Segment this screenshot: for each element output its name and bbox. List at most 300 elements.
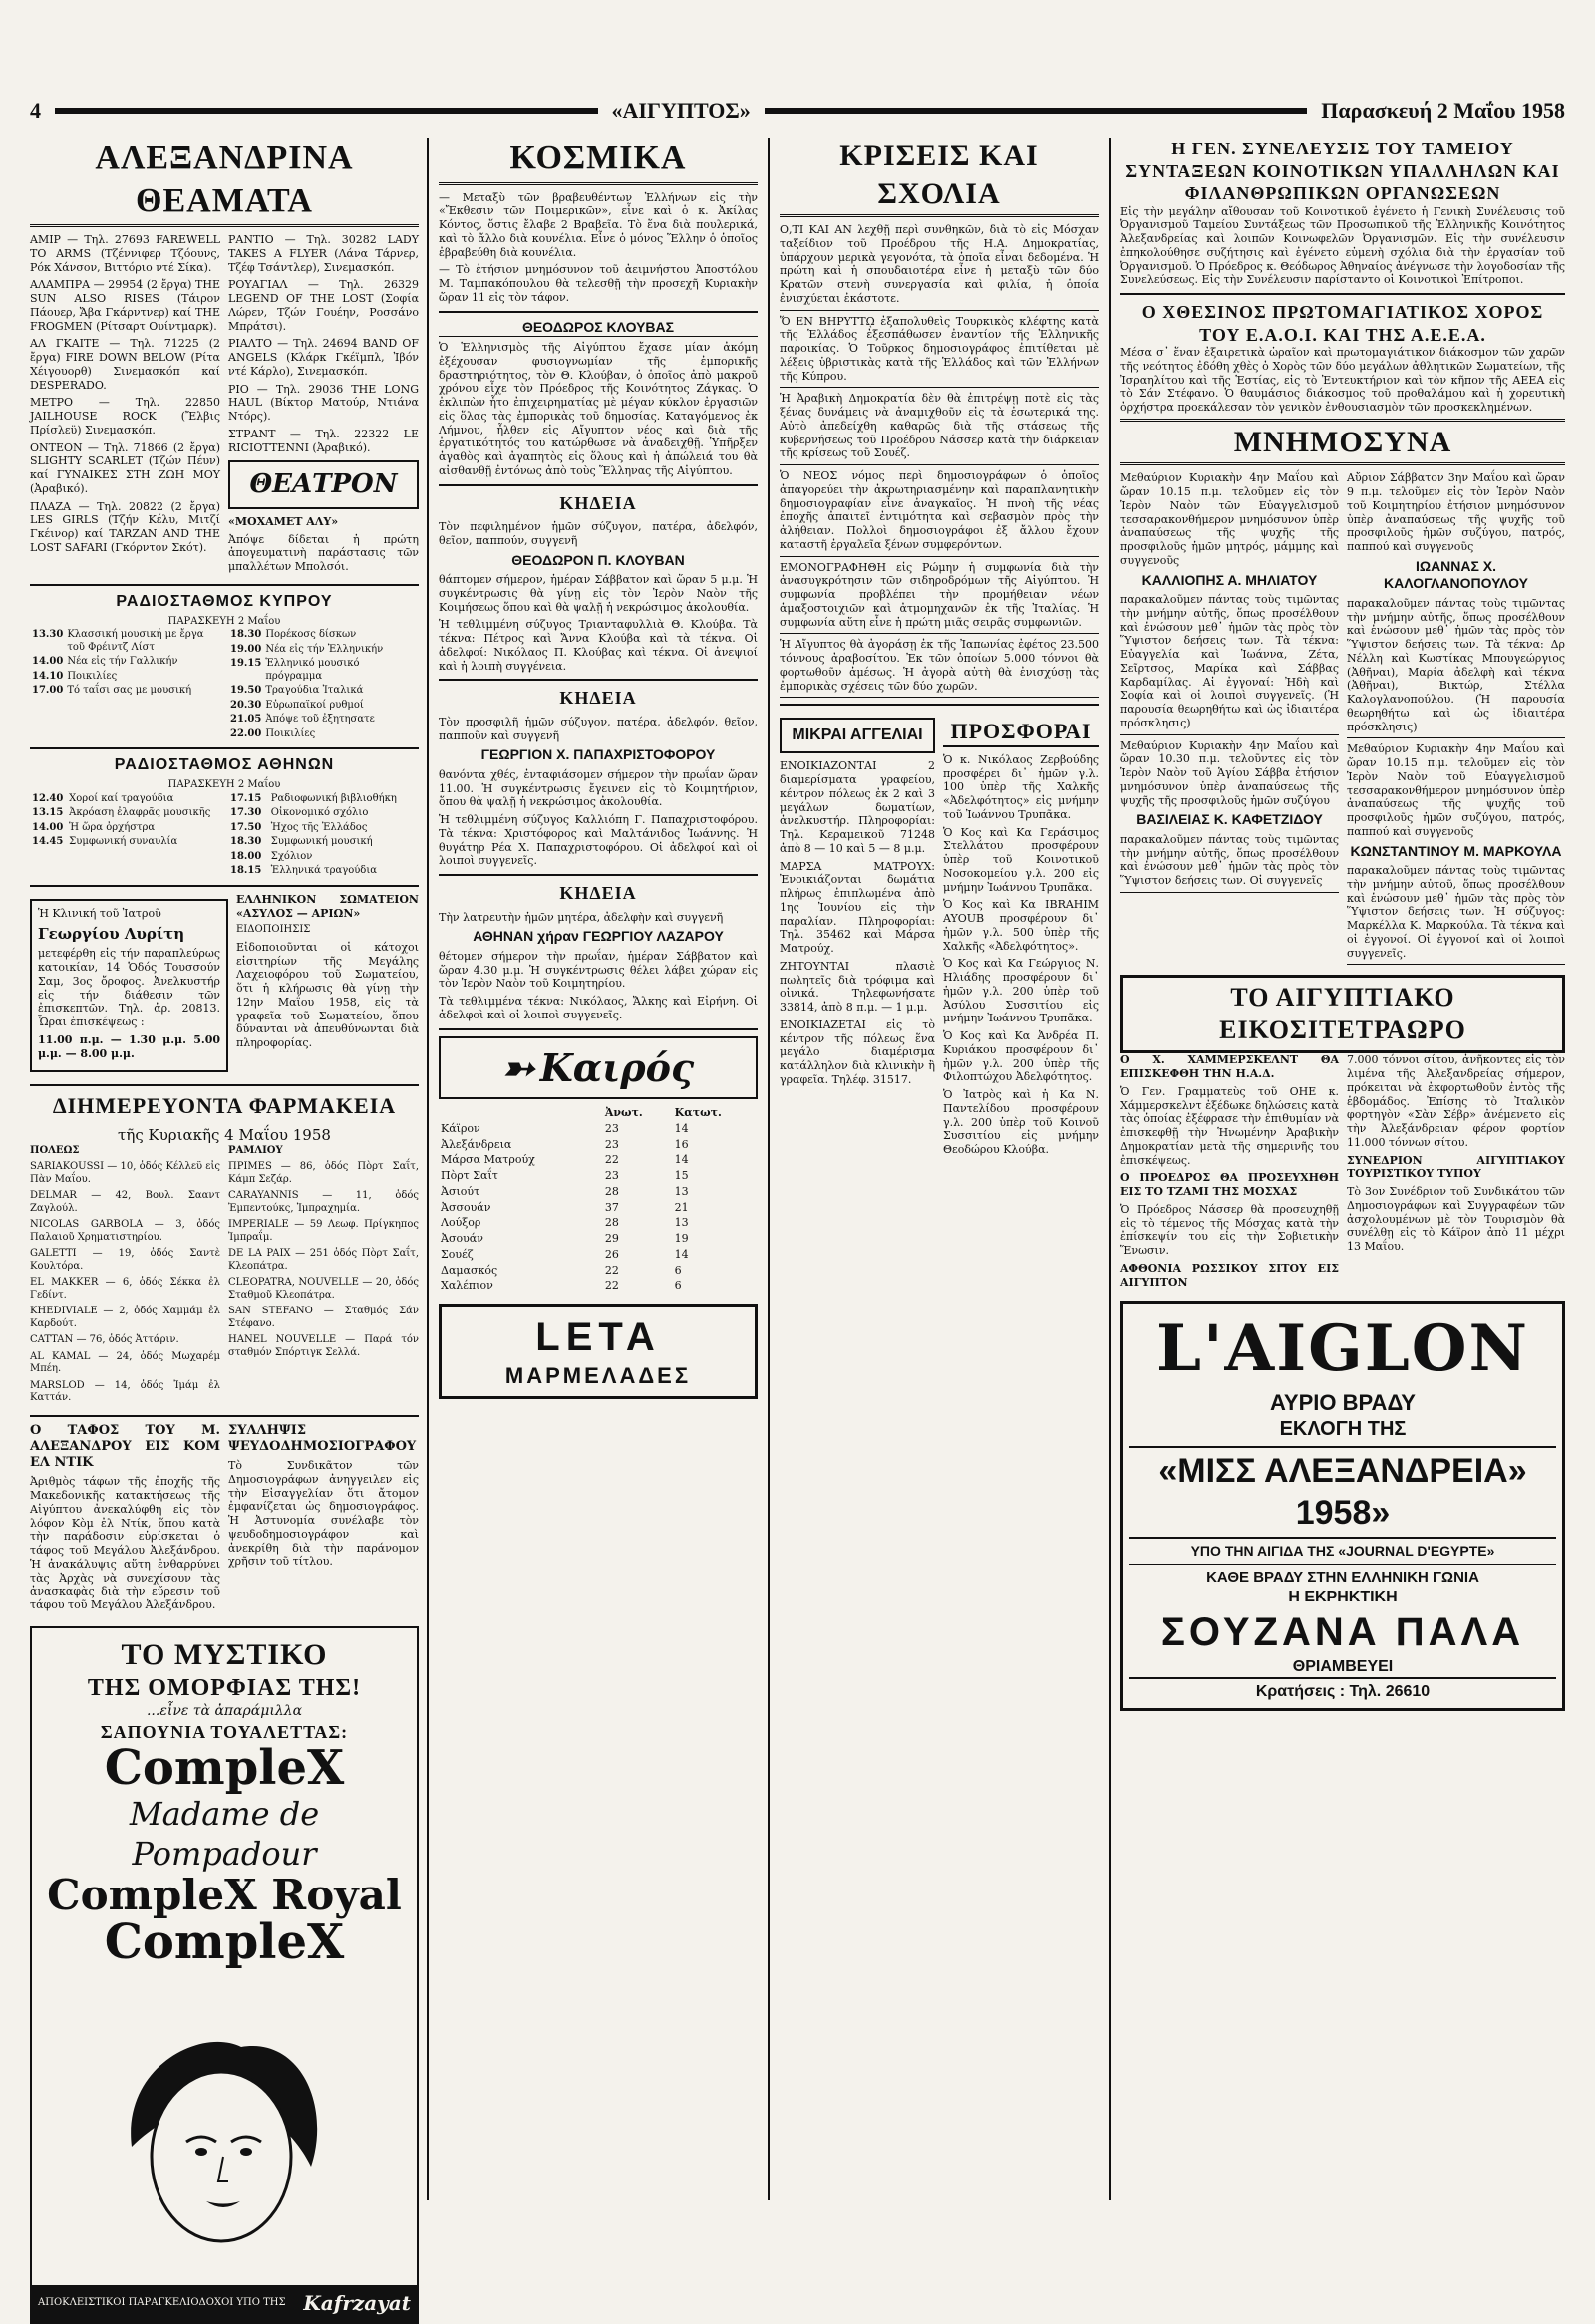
schedule-program: Ποικιλίες: [67, 670, 118, 682]
radio-athens-right: [228, 792, 419, 879]
divider: [1120, 734, 1339, 735]
divider: [30, 584, 419, 586]
masthead-rule: [55, 108, 598, 114]
pharmacy-entry: AL KAMAL — 24, ὁδός Μωχαρέμ Μπέη.: [30, 1350, 220, 1374]
association-title: ΕΛΛΗΝΙΚΟΝ ΣΩΜΑΤΕΙΟΝ «ΑΣΥΛΟΣ — ΑΡΙΩΝ»: [236, 892, 419, 920]
weather-row: [439, 1278, 758, 1294]
divider: [1120, 293, 1565, 295]
comment-paragraphs: [780, 223, 1099, 698]
schedule-time: 17.50: [230, 821, 262, 833]
pharmacy-entry: DE LA PAIX — 251 ὁδός Πὸρτ Σαΐτ, Κλεοπάτρα.: [228, 1248, 419, 1272]
radio-cyprus-left: [30, 628, 220, 699]
weather-high: 22: [604, 1263, 619, 1277]
schedule-row: [228, 684, 419, 699]
assembly-text: Εἰς τὴν μεγάλην αἴθουσαν τοῦ Κοινοτικοῦ ἐγένετο ἡ Γενικὴ Συνέλευσις τοῦ Ὀργανισμοῦ Ταμείου Συντάξεως τῶν Προσωπικοῦ τῆς Ἑλληνικῆς Κοινότητος Ἀλεξανδρείας καὶ λοιπῶν Κοινωφελῶν Ὀργανισμῶν. Εἰς τὴν συνέλευσιν ἐπηκολούθησε συζήτησις καὶ ἐγένετο εὐμενὴ σχόλια διὰ τὴν ἐργασίαν τοῦ Ὀργανισμοῦ. Ὁ Πρόεδρος κ. Θεόδωρος Ἀθηναίος ἀνέγνωσε τὴν λογοδοσίαν τῆς Συνελεύσεως. Εἰς τὴν Συνέλευσιν παρίσταντο οἱ Κοινοτικοὶ Ἐπίτροποι.: [1120, 204, 1565, 287]
schedule-time: 13.30: [32, 629, 64, 641]
egypt-24h-title: ΤΟ ΑΙΓΥΠΤΙΑΚΟ ΕΙΚΟΣΙΤΕΤΡΑΩΡΟ: [1120, 975, 1565, 1053]
cinema-listing: ΡΙΑΛΤΟ — Τηλ. 24694 BAND OF ANGELS (Κλάρκ Γκέϊμπλ, Ἰβόν ντέ Κάρλο), Σινεμασκόπ.: [228, 337, 419, 378]
aiglon-advertisement: [1120, 1301, 1565, 1711]
aiglon-miss-alexandria: «ΜΙΣΣ ΑΛΕΞΑΝΔΡΕΙΑ» 1958»: [1129, 1446, 1556, 1539]
funeral-3-lead: Τὴν λατρευτὴν ἡμῶν μητέρα, ἀδελφὴν καὶ συγγενῆ: [439, 910, 724, 924]
divider: [439, 679, 758, 681]
funeral-1-lead: Τὸν πεφιλημένον ἡμῶν σύζυγον, πατέρα, ἀδελφόν, θεῖον, παππούν, συγγενῆ: [439, 520, 758, 547]
comment-paragraph: Ἡ Αἴγυπτος θὰ ἀγοράσῃ ἐκ τῆς Ἰαπωνίας ἐφέτος 23.500 τόννους ἀραβοσίτου. Ἐκ τῶν ὁποίων 5.000 τόννοι θὰ φορτωθοῦν ἀμέσως. Ἡ ἀγορὰ αὐτὴ θὰ ἐνισχύσῃ τὰς ἐμπορικὰς σχέσεις τῶν δύο χωρῶν.: [780, 638, 1099, 693]
pharmacies-ramleh: [228, 1145, 419, 1409]
schedule-row: [30, 806, 220, 821]
egypt-24h-left-text: Ὁ Γεν. Γραμματεὺς τοῦ ΟΗΕ κ. Χάμμερσκελντ ἐξέδωκε δηλώσεις κατὰ τὰς ὁποίας ἐξέφρασε τὴν ἐπιθυμίαν νὰ ἐπισκεφθῇ τὴν Ἡνωμένην Ἀραβικὴν Δημοκρατίαν μετὰ τῆς σημερινῆς του ἐπισκέψεως.: [1120, 1084, 1339, 1167]
divider: [439, 874, 758, 876]
donation-entry: Ὁ Κος καὶ Κα Γεράσιμος Στελλάτου προσφέρουν ὑπὲρ τοῦ Κοινοτικοῦ Νοσοκομείου γ.λ. 200 εἰς μνήμην Ἰωάννου Τρυπᾶκα.: [943, 825, 1099, 894]
weather-low: 13: [674, 1216, 689, 1230]
schedule-time: 22.00: [230, 727, 262, 739]
schedule-row: [228, 628, 419, 643]
donations-list: [943, 753, 1099, 1157]
memorial-lead: Μεθαύριον Κυριακὴν 4ην Μαΐου καὶ ὥραν 10.30 π.μ. τελοῦντες εἰς τὸν Ἱερὸν Ναὸν τοῦ Ἁγίου Σάββα ἐτήσιον μνημόσυνον ὑπὲρ ἀναπαύσεως τῆς ψυχῆς τῆς προσφιλοῦς ἡμῶν συζύγου: [1120, 738, 1339, 807]
radio-athens-day: ΠΑΡΑΣΚΕΥΗ 2 Μαΐου: [167, 779, 281, 791]
schedule-row: [228, 835, 419, 850]
schedule-program: Ἠχος τῆς Ἑλλάδος: [270, 821, 368, 833]
donation-entry: Ὁ Ἰατρὸς καὶ ἡ Κα Ν. Παντελίδου προσφέρουν γ.λ. 200 ὑπὲρ τοῦ Κοινοῦ Συσσιτίου εἰς μνήμην Θεοδώρου Κλούβα.: [943, 1088, 1099, 1156]
radio-cyprus-day: ΠΑΡΑΣΚΕΥΗ 2 Μαΐου: [167, 615, 281, 627]
weather-table: [439, 1105, 758, 1294]
schedule-row: [228, 806, 419, 821]
schedule-program: Ἑλληνικά τραγούδια: [270, 865, 377, 877]
schedule-row: [30, 821, 220, 836]
pharmacy-entry: ΠΡΙΜΕS — 86, ὁδός Πὸρτ Σαΐτ, Κάμπ Σεζάρ.: [228, 1161, 419, 1185]
schedule-row: [228, 713, 419, 727]
divider: [1347, 737, 1565, 738]
weather-low: 6: [674, 1279, 682, 1293]
egypt-24h-left-title: Ο Χ. ΧΑΜΜΕΡΣΚΕΛΝΤ ΘΑ ΕΠΙΣΚΕΦΘΗ ΤΗΝ Η.Α.Δ.: [1120, 1053, 1339, 1080]
radio-cyprus-schedule: [30, 628, 419, 741]
schedule-row: [228, 792, 419, 807]
theatre-banner: [228, 460, 419, 509]
divider: [780, 704, 1099, 706]
classifieds-and-offers: [780, 712, 1099, 1161]
social-news-2: — Τὸ ἐτήσιον μνημόσυνον τοῦ ἀειμνήστου Ἀποστόλου Μ. Ταμπακόπουλου θὰ τελεσθῇ τὴν προσεχῆ Κυριακὴν ὥραν 11 εἰς τὸν τάφον.: [439, 263, 758, 304]
divider: [439, 1028, 758, 1030]
pharmacy-entry: DELMAR — 42, Βουλ. Σααντ Ζαγλούλ.: [30, 1190, 220, 1214]
weather-low: 14: [674, 1121, 689, 1135]
cinema-listings: [30, 233, 419, 578]
schedule-program: Ραδιοφωνική βιβλιοθήκη: [270, 792, 397, 804]
clinic-doctor-name: Γεωργίου Λυρίτη: [38, 924, 185, 943]
divider: [1120, 892, 1339, 893]
weather-row: [439, 1263, 758, 1279]
obituary-title: ΘΕΟΔΩΡΟΣ ΚΛΟΥΒΑΣ: [439, 319, 758, 338]
weather-city: Ἀσσουάν: [441, 1200, 491, 1214]
memorial-name: ΚΑΛΛΙΟΠΗΣ Α. ΜΗΛΙΑΤΟΥ: [1141, 571, 1318, 588]
pharmacy-entry: EL MAKKER — 6, ὁδός Σέκκα ἐλ Γεδίντ.: [30, 1277, 220, 1301]
weather-arrow-icon: ➳: [501, 1044, 534, 1090]
weather-low: 14: [674, 1153, 689, 1167]
weather-column-header: Κατωτ.: [674, 1106, 722, 1119]
schedule-program: Νέα εἰς τήν Γαλλικήν: [67, 656, 178, 668]
pharmacies-lists: [30, 1145, 419, 1409]
weather-high: 28: [604, 1184, 619, 1198]
weather-low: 16: [674, 1137, 689, 1151]
association-notice: [236, 893, 419, 1079]
memorials-title: ΜΝΗΜΟΣΥΝΑ: [1120, 419, 1565, 466]
schedule-program: Ἀκρόαση ἐλαφρᾶς μουσικῆς: [69, 807, 211, 819]
schedule-time: 17.15: [230, 792, 262, 804]
assembly-title: Η ΓΕΝ. ΣΥΝΕΛΕΥΣΙΣ ΤΟΥ ΤΑΜΕΙΟΥ ΣΥΝΤΑΞΕΩΝ ΚΟΙΝΟΤΙΚΩΝ ΥΠΑΛΛΗΛΩΝ ΚΑΙ ΦΙΛΑΝΘΡΩΠΙΚΩΝ ΟΡΓΑΝΩΣΕΩΝ: [1125, 139, 1560, 203]
weather-city: Λούξορ: [441, 1216, 481, 1230]
divider: [1347, 964, 1565, 965]
memorial-text: παρακαλοῦμεν πάντας τοὺς τιμῶντας τὴν μνήμην αὐτῆς, ὅπως προσέλθουν καὶ ἑνώσουν μεθ᾽ ἡμῶν τὰς πρὸς τὸν Ὕψιστον δεήσεις των. Οἱ συγγενεῖς: [1120, 832, 1339, 887]
weather-column-header: [439, 1105, 603, 1121]
comment-paragraph: Ὁ ΝΕΟΣ νόμος περὶ δημοσιογράφων ὁ ὁποῖος ἀπαγορεύει τὴν ἀκρωτηριασμένην καὶ παραπλανητικὴν δημοσιογραφίαν εἶνε ἀναγκαῖος. Ἡ πνοὴ τῆς νέας ἐποχῆς ἀπαιτεῖ ἐντιμότητα καὶ σεβασμὸν πρὸς τὴν ἀλήθειαν. Πολλοὶ δημοσιογράφοι ἐξ ἄλλου ἔχουν καταστῆ ἐργαλεῖα ξένων συμφερόντων.: [780, 469, 1099, 551]
divider: [780, 556, 1099, 557]
woman-face-illustration: [92, 2027, 351, 2286]
clinic-hours: 11.00 π.μ. — 1.30 μ.μ. 5.00 μ.μ. — 8.00 μ.μ.: [38, 1032, 220, 1060]
theatre-subtitle: «ΜΟΧΑΜΕΤ ΑΛΥ»: [228, 514, 339, 528]
memorials-left: [1120, 471, 1339, 969]
cinema-listing: ΟΝΤΕΟΝ — Τηλ. 71866 (2 ἔργα) SLIGHTY SCARLET (Τζών Πέυν) καί ΓΥΝΑΙΚΕΣ ΣΤΗ ΖΩΗ ΜΟΥ (Ἀραβικό).: [30, 440, 220, 495]
brand-madame-de-pompadour: Madame de Pompadour: [129, 1794, 320, 1873]
news-row: [30, 1423, 419, 1616]
schedule-time: 18.00: [230, 850, 262, 862]
divider: [780, 310, 1099, 311]
ad-tagline: ...εἶνε τὰ ἀπαράμιλλα: [146, 1703, 303, 1720]
arrest-article: [228, 1423, 419, 1616]
weather-city: Ἀλεξάνδρεια: [441, 1137, 512, 1151]
schedule-time: 13.15: [32, 807, 64, 819]
pharmacy-entry: CATTAN — 76, ὁδός Ἀττάριν.: [30, 1334, 179, 1345]
memorial-notice: [1347, 742, 1565, 965]
donation-entry: Ὁ κ. Νικόλαος Ζερβούδης προσφέρει δι᾽ ἡμῶν γ.λ. 100 ὑπὲρ τῆς Χαλκῆς «Ἀδελφότητος» εἰς μνήμην τοῦ Ἰωάννου Τρυπᾶκα.: [943, 752, 1099, 821]
weather-high: 22: [604, 1153, 619, 1167]
clinic-text: μετεφέρθη εἰς τήν παραπλεύρως κατοικίαν, 14 Ὁδός Τουσσούν Σαμ, 3ος ὄροφος. Ἀνελκυστήρ εἰς τήν διάθεσιν τῶν ἐπισκεπτῶν. Τηλ. ἀρ. 20813. Ὧραι ἐπισκέψεως :: [38, 947, 220, 1028]
comment-paragraph: Ἡ Ἀραβικὴ Δημοκρατία δὲν θὰ ἐπιτρέψῃ ποτὲ εἰς τὰς ξένας δυνάμεις νὰ ἀναμιχθοῦν εἰς τὰ ἐσωτερικά της. Αὐτὸ ἀπεδείχθη καθαρῶς διὰ τῆς στάσεως τῆς κυβερνήσεως τοῦ Προέδρου Νάσσερ κατὰ τὴν διάρκειαν τῆς κρίσεως τοῦ Σουέζ.: [780, 392, 1099, 460]
column-1: [30, 138, 419, 2324]
schedule-row: [228, 727, 419, 742]
cinema-listing: ΣΤΡΑΝΤ — Τηλ. 22322 LE RICIOTTENNI (Ἀραβικό).: [228, 427, 419, 454]
schedule-program: Τραγούδια Ἰταλικά: [265, 685, 364, 697]
egypt-24h-news: [1120, 1053, 1565, 1293]
weather-low: 15: [674, 1169, 689, 1182]
divider: [439, 484, 758, 486]
weather-city: Πὸρτ Σαΐτ: [441, 1169, 498, 1182]
weather-high: 29: [604, 1232, 619, 1245]
memorial-text: παρακαλοῦμεν πάντας τοὺς τιμῶντας τὴν μνήμην αὐτοῦ, ὅπως προσέλθουν καὶ ἑνώσουν μεθ᾽ ἡμῶν τὰς πρὸς τὸν Ὕψιστον δεήσεις των. Ἡ σύζυγος: Μαρκέλλα Κ. Μαρκούλα. Τὰ τέκνα καὶ οἱ ἐγγονοί. Οἱ ἐγγονοί καὶ οἱ λοιποὶ συγγενεῖς.: [1347, 864, 1565, 960]
weather-low: 14: [674, 1247, 689, 1261]
page-number: 4: [30, 98, 41, 123]
comment-paragraph: ΕΜΟΝΟΓΡΑΦΗΘΗ εἰς Ρώμην ἡ συμφωνία διὰ τὴν ἀνασυγκρότησιν τῶν σιδηροδρόμων τῆς Αἰγύπτου. Ἡ συμφωνία προβλέπει τὴν προμήθειαν νέων ἁμαξοστοιχιῶν καὶ ἀτμομηχανῶν ἐκ τῆς Ἰταλίας. Ἡ συμφωνία αὕτη εἶνε ἡ πρώτη μιᾶς σειρᾶς συμφωνιῶν.: [780, 560, 1099, 629]
column-3: [780, 138, 1099, 1161]
weather-low: 13: [674, 1184, 689, 1198]
weather-high: 37: [604, 1200, 619, 1214]
schedule-program: Σχόλιον: [270, 850, 313, 862]
classifieds-title: ΜΙΚΡΑΙ ΑΓΓΕΛΙΑΙ: [792, 726, 923, 744]
cinema-list-right: [228, 233, 419, 578]
classified-ad: ΖΗΤΟΥΝΤΑΙ πλασιὲ πωλητεῖς διὰ τρόφιμα καὶ οἰνικά. Τηλεφωνήσατε 33814, ἀπὸ 8 π.μ. — 1 μ.μ.: [780, 959, 935, 1014]
aiglon-line-2: ΕΚΛΟΓΗ ΤΗΣ: [1279, 1417, 1407, 1440]
schedule-program: Κλασσική μουσική με ἔργα τοῦ Φρέιντζ Λίστ: [67, 629, 204, 653]
schedule-row: [30, 835, 220, 850]
cinema-listing: ΡΑΝΤΙΟ — Τηλ. 30282 LADY TAKES A FLYER (Λάνα Τάρνερ, Τζέφ Τσάντλερ), Σινεμασκόπ.: [228, 233, 419, 274]
schedule-time: 18.30: [230, 629, 262, 641]
complex-soap-advertisement: [30, 1626, 419, 2324]
schedule-program: Χοροί καί τραγούδια: [69, 792, 174, 804]
comment-paragraph: Ὅ ΕΝ ΒΗΡΥΤΤῼ ἐξαπολυθεὶς Τουρκικὸς κλέφτης κατὰ τῆς Ἑλλάδος ἐξεσπάθωσεν ἐναντίον τῆς Ἑλληνικῆς παροικίας. Ὁ Τοῦρκος δημοσιογράφος ἐπιτίθεται μὲ λέξεις ὑβριστικὰς κατὰ τῆς Ἑλλάδος καὶ τῶν Ἑλλήνων τῆς Κύπρου.: [780, 314, 1099, 383]
memorial-notice: [1120, 739, 1339, 893]
schedule-program: Συμφωνική συναυλία: [69, 836, 178, 848]
newspaper-name: «ΑΙΓΥΠΤΟΣ»: [611, 98, 751, 123]
pharmacy-entry: GALETTI — 19, ὁδός Σαντὲ Κουλτόρα.: [30, 1248, 220, 1272]
funeral-3-name: ΑΘΗΝΑΝ χήραν ΓΕΩΡΓΙΟΥ ΛΑΖΑΡΟΥ: [473, 928, 724, 945]
cinema-listing: ΠΛΑΖΑ — Τηλ. 20822 (2 ἔργα) LES GIRLS (Τζήν Κέλυ, Μιτζί Γκέινορ) καί TARZAN AND THE LOST SAFARI (Γκόρντον Σκότ).: [30, 499, 220, 554]
arrest-article-text: Τὸ Συνδικᾶτον τῶν Δημοσιογράφων ἀνηγγειλεν εἰς τὴν Εἰσαγγελίαν ὅτι ἄτομον ἐμφανίζεται ὡς δημοσιογράφος. Ἡ Ἀστυνομία συνέλαβε τὸν ψευδοδημοσιογράφον καὶ ἀνεκρίθη διὰ τὴν παράνομον χρῆσιν τοῦ τίτλου.: [228, 1459, 419, 1569]
donation-entry: Ὁ Κος καὶ Κα IBRAHIM AYOUB προσφέρουν δι᾽ ἡμῶν γ.λ. 500 ὑπὲρ τῆς Χαλκῆς «Ἀδελφότητος».: [943, 898, 1099, 953]
pharmacy-entry: CLEOPATRA, NOUVELLE — 20, ὁδός Σταθμοῦ Κλεοπάτρα.: [228, 1277, 419, 1301]
schedule-program: Ἑλληνικό μουσικό πρόγραμμα: [265, 658, 360, 682]
weather-city: Χαλέπιον: [441, 1279, 493, 1293]
weather-row: [439, 1152, 758, 1168]
radio-cyprus-right: [228, 628, 419, 741]
donation-entry: Ὁ Κος καὶ Κα Γεώργιος Ν. Ηλιάδης προσφέρουν δι᾽ ἡμῶν γ.λ. 200 ὑπὲρ τοῦ Ἀσύλου Συσσιτίου εἰς μνήμην Ἰωάννου Τρυπᾶκα.: [943, 957, 1099, 1025]
donations: [943, 712, 1099, 1161]
pharmacy-entry: KHEDIVIALE — 2, ὁδός Χαμμάμ ἐλ Καρδούτ.: [30, 1306, 220, 1329]
divider: [30, 885, 419, 887]
weather-high: 23: [604, 1121, 619, 1135]
masthead: [30, 96, 1565, 126]
schedule-time: 17.00: [32, 685, 64, 697]
memorial-text: παρακαλοῦμεν πάντας τοὺς τιμῶντας τὴν μνήμην αὐτῆς, ὅπως προσέλθουν καὶ ἑνώσουν μεθ᾽ ἡμῶν τὰς πρὸς τὸν Ὕψιστον δεήσεις των. Τὰ τέκνα: Δρ Νέλλη καὶ Κωστίκας Μπουγεώργιος (Ἀθῆναι), Μαρία ἀδελφὴ καὶ τέκνα (Ἀθῆναι), Βικτώρ, Στέλλα Καλογλανοπούλου. (Ἡ παρουσία θεωρηθήτω καὶ ὡς ἰδιαιτέρα πρόσκλησις): [1347, 596, 1565, 733]
schedule-time: 14.00: [32, 656, 64, 668]
aiglon-line-3: ΥΠΟ ΤΗΝ ΑΙΓΙΔΑ ΤΗΣ «JOURNAL D'EGYPTE»: [1190, 1542, 1495, 1559]
woman-portrait-icon: [92, 2027, 351, 2266]
weather-city: Μάρσα Ματρούχ: [441, 1153, 535, 1167]
funeral-1-title: ΚΗΔΕΙΑ: [559, 492, 637, 513]
section-title-comments: ΚΡΙΣΕΙΣ ΚΑΙ ΣΧΟΛΙΑ: [780, 138, 1099, 217]
classifieds: [780, 712, 935, 1161]
schedule-program: Εὐρωπαϊκοί ρυθμοί: [265, 699, 364, 711]
funeral-2-title: ΚΗΔΕΙΑ: [559, 688, 637, 709]
divider: [439, 311, 758, 313]
aiglon-line-1: ΑΥΡΙΟ ΒΡΑΔΥ: [1270, 1390, 1416, 1416]
obituary-text: Ὁ Ἑλληνισμὸς τῆς Αἰγύπτου ἔχασε μίαν ἀκόμη ἐξέχουσαν φυσιογνωμίαν τῆς ἐμπορικῆς δραστηριότητος, τὸν Θ. Κλούβαν, ὁ ὁποῖος ἀπὸ μακροῦ χρόνου εἶχε τὸν Πρόεδρος τῆς Κοινότητος Ζάγκας. Ὁ ἐκλιπὼν ἦτο ἐπιχειρηματίας μὲ μέγαν κύκλον ἐργασιῶν εἰς ὅλας τὰς ἐμπορικὰς τοῦ δημοσίας. Καταγόμενος ἐκ Λήμνου, ἦλθεν εἰς Αἴγυπτον νέος καὶ διὰ τῆς ἐργατικότητός του κατώρθωσε νὰ ἀναδειχθῇ. Ὑπῆρξεν ἀγαθὸς καὶ ἀγαπητὸς εἰς ὅλους καὶ ἡ ἀπώλειά του θὰ αἰσθανθῇ ἐντόνως ἀπὸ τοὺς Ἕλληνας τῆς Αἰγύπτου.: [439, 341, 758, 477]
cinema-listing: ΡΟΥΑΓΙΑΛ — Τηλ. 26329 LEGEND OF THE LOST (Σοφία Λώρεν, Τζών Γουέην, Ροσσάνο Μπράτσι).: [228, 278, 419, 333]
clinic-title: Ἡ Κλινική τοῦ Ἰατροῦ: [38, 906, 161, 920]
schedule-time: 19.15: [230, 658, 262, 670]
memorial-lead: Αὔριον Σάββατον 3ην Μαΐου καὶ ὥραν 9 π.μ. τελοῦμεν εἰς τὸν Ἱερὸν Ναὸν τοῦ Κοιμητηρίου ἐτήσιον μνημόσυνον ὑπὲρ ἀναπαύσεως τῆς ψυχῆς τοῦ προσφιλοῦς ἡμῶν συζύγου, πατρός, παππού καὶ συγγενοῦς: [1347, 471, 1565, 553]
divider: [1129, 1564, 1556, 1565]
divider: [30, 1084, 419, 1086]
schedule-row: [30, 684, 220, 699]
pharmacies-city-heading: ΠΟΛΕΩΣ: [30, 1144, 80, 1156]
pharmacy-entry: NICOLAS GARBOLA — 3, ὁδός Παλαιοῦ Χρηματιστηρίου.: [30, 1219, 220, 1243]
ad-footer-text: ΑΠΟΚΛΕΙΣΤΙΚΟΙ ΠΑΡΑΓΚΕΛΙΟΔΟΧΟΙ ΥΠΟ ΤΗΣ: [38, 2297, 286, 2308]
weather-low: 6: [674, 1263, 682, 1277]
weather-city: Σουέζ: [441, 1247, 474, 1261]
schedule-time: 18.30: [230, 836, 262, 848]
classified-ad: ΕΝΟΙΚΙΑΖΟΝΤΑΙ 2 διαμερίσματα γραφείου, κέντρον πόλεως ἐκ 2 καὶ 3 μεγάλων δωματίων, ἀνελκυστήρ. Πληροφορίαι: Τηλ. Κεραμεικοῦ 71248 ἀπὸ 8 — 10 καὶ 5 — 8 μ.μ.: [780, 759, 935, 855]
weather-header: [439, 1036, 758, 1100]
aiglon-logo: L'AIGLON: [1155, 1311, 1530, 1387]
funeral-2-text: θανόντα χθές, ἐνταφιάσομεν σήμερον τὴν πρωΐαν ὥραν 11.00. Ἡ συγκέντρωσις ἔγεινεν εἰς τὸ Κοιμητήριον, ὅπου θὰ ψαλῇ ἡ νεκρώσιμος ἀκολουθία.: [439, 767, 758, 809]
schedule-time: 20.30: [230, 699, 262, 711]
theatre-banner-text: ΘΕΑΤΡΟΝ: [249, 469, 398, 500]
grave-article-title: Ο ΤΑΦΟΣ ΤΟΥ Μ. ΑΛΕΞΑΝΔΡΟΥ ΕΙΣ ΚΟΜ ΕΛ ΝΤΙΚ: [30, 1422, 220, 1470]
funeral-3-title: ΚΗΔΕΙΑ: [559, 883, 637, 903]
funeral-2-lead: Τὸν προσφιλῆ ἡμῶν σύζυγον, πατέρα, ἀδελφόν, θεῖον, παπποῦν καὶ συγγενῆ: [439, 715, 758, 742]
radio-athens-schedule: [30, 792, 419, 879]
egypt-24h-left-title-2: Ο ΠΡΟΕΔΡΟΣ ΘΑ ΠΡΟΣΕΥΧΗΘΗ ΕΙΣ ΤΟ ΤΖΑΜΙ ΤΗΣ ΜΟΣΧΑΣ: [1120, 1171, 1339, 1198]
association-text: Εἰδοποιοῦνται οἱ κάτοχοι εἰσιτηρίων τῆς Μεγάλης Λαχειοφόρου τοῦ Σωματείου, ὅτι ἡ κλήρωσις θὰ γίνῃ τὴν 12ην Μαΐου 1958, εἰς τὰ γραφεῖα τοῦ Σωματείου, ὅπου δύνανται νὰ ἀπευθύνωνται διὰ πληροφορίας.: [236, 940, 419, 1049]
weather-row: [439, 1200, 758, 1216]
weather-city: Ἀσιούτ: [441, 1184, 480, 1198]
cinema-listing: ΜΕΤΡΟ — Τηλ. 22850 JAILHOUSE ROCK (Ἔλβις Πρίσλεϋ) Σινεμασκόπ.: [30, 396, 220, 436]
memorial-notice: [1347, 471, 1565, 738]
weather-row: [439, 1247, 758, 1263]
weather-city: Κάϊρον: [441, 1121, 480, 1135]
aiglon-singer: ΣΟΥΖΑΝΑ ΠΑΛΑ: [1160, 1610, 1525, 1654]
pharmacy-entry: IMPERIALE — 59 Λεωφ. Πρίγκηπος Ἰμπραΐμ.: [228, 1219, 419, 1243]
section-title-social: ΚΟΣΜΙΚΑ: [439, 138, 758, 185]
schedule-time: 17.30: [230, 807, 262, 819]
memorial-name: ΒΑΣΙΛΕΙΑΣ Κ. ΚΑΦΕΤΖΙΔΟΥ: [1136, 811, 1323, 828]
social-news-1: — Μεταξὺ τῶν βραβευθέντων Ἑλλήνων εἰς τὴν «Ἔκθεσιν τῶν Ποιμερικῶν», εἶνε καὶ ὁ κ. Ἀκίλας Κόντος, ὅστις ἔλαβε 2 Βραβεῖα. Τὸ ἕνα διὰ πουλερικά, καὶ τὸ ἄλλο διὰ κουνέλια. Εἶνε ὁ μόνος Ἕλλην ὁ ὁποῖος ἐβραβεύθη διὰ κουνέλια.: [439, 190, 758, 259]
weather-title: Καιρός: [539, 1044, 695, 1090]
weather-city: Ἀσουάν: [441, 1232, 483, 1245]
memorial-lead: Μεθαύριον Κυριακὴν 4ην Μαΐου καὶ ὥραν 10.15 π.μ. τελοῦμεν εἰς τὸν Ἱερὸν Ναὸν τοῦ Εὐαγγελισμοῦ τεσσαρακονθήμερον μνημόσυνον ὑπὲρ ἀναπαύσεως τῆς ψυχῆς τοῦ προσφιλοῦς ἡμῶν συζύγου, πατρός, παππού καὶ συγγενοῦς: [1347, 742, 1565, 838]
radio-athens-left: [30, 792, 220, 850]
masthead-rule: [765, 108, 1308, 114]
theatre-text: Ἀπόψε δίδεται ἡ πρώτη ἀπογευματινὴ παράστασις τῶν μπαλλέτων Μπολσόι.: [228, 532, 419, 573]
schedule-row: [30, 792, 220, 807]
pharmacy-entry: HANEL NOUVELLE — Παρά τόν σταθμόν Σπόρτιγκ Σελλά.: [228, 1334, 419, 1358]
pharmacies-date: τῆς Κυριακῆς 4 Μαΐου 1958: [118, 1125, 331, 1144]
memorial-lead: Μεθαύριον Κυριακὴν 4ην Μαΐου καὶ ὥραν 10.15 π.μ. τελοῦμεν εἰς τὸν Ἱερὸν Ναὸν τῶν Εὐαγγελισμοῦ τεσσαρακονθήμερον μνημόσυνον ὑπὲρ ἀναπαύσεως τῆς ψυχῆς τῆς προσφιλοῦς ἡμῶν μητρός, μάμμης καὶ συγγενοῦς: [1120, 471, 1339, 567]
funeral-3-text: θέτομεν σήμερον τὴν πρωΐαν, ἡμέραν Σάββατον καὶ ὥραν 4.30 μ.μ. Ἡ συγκέντρωσις θέλει λάβει χώραν εἰς τὸν Ἱερὸν Ναὸν τοῦ Κοιμητηρίου.: [439, 949, 758, 991]
section-title-theatres: ΑΛΕΞΑΝΔΡΙΝΑ ΘΕΑΜΑΤΑ: [30, 138, 419, 227]
schedule-time: 21.05: [230, 714, 262, 726]
divider: [780, 697, 1099, 698]
pharmacies-ramleh-heading: ΡΑΜΛΙΟΥ: [228, 1144, 283, 1156]
schedule-time: 14.10: [32, 670, 64, 682]
weather-low: 21: [674, 1200, 689, 1214]
classifieds-title-box: [780, 718, 935, 753]
schedule-row: [30, 655, 220, 670]
cinema-list-left: [30, 233, 220, 578]
weather-high: 22: [604, 1279, 619, 1293]
column-divider: [427, 138, 429, 2200]
memorial-name: ΚΩΝΣΤΑΝΤΙΝΟΥ Μ. ΜΑΡΚΟΥΛΑ: [1350, 842, 1562, 859]
weather-row: [439, 1137, 758, 1153]
weather-high: 23: [604, 1169, 619, 1182]
schedule-program: Ἀπόψε τοῦ ἐξητησατε: [265, 714, 375, 726]
weather-row: [439, 1231, 758, 1247]
weather-high: 26: [604, 1247, 619, 1261]
memorial-notice: [1120, 471, 1339, 734]
egypt-24h-right-title: ΣΥΝΕΔΡΙΟΝ ΑΙΓΥΠΤΙΑΚΟΥ ΤΟΥΡΙΣΤΙΚΟΥ ΤΥΠΟΥ: [1347, 1153, 1565, 1181]
ad-headline-1: ΤΟ ΜΥΣΤΙΚΟ: [121, 1637, 328, 1671]
pharmacy-entry: SARIAKOUSSI — 10, ὁδός Κέλλεϋ εἰς Πὰν Μαΐου.: [30, 1161, 220, 1185]
aiglon-reservations: Κρατήσεις : Τηλ. 26610: [1129, 1677, 1556, 1702]
weather-city: Δαμασκός: [441, 1263, 498, 1277]
funeral-2-name: ΓΕΩΡΓΙΟΝ Χ. ΠΑΠΑΧΡΙΣΤΟΦΟΡΟΥ: [480, 746, 716, 763]
aiglon-line-4: ΚΑΘΕ ΒΡΑΔΥ ΣΤΗΝ ΕΛΛΗΝΙΚΗ ΓΩΝΙΑ: [1206, 1569, 1479, 1587]
ad-product-type: ΣΑΠΟΥΝΙΑ ΤΟΥΑΛΕΤΤΑΣ:: [100, 1721, 349, 1742]
schedule-program: Οἰκονομικό σχόλιο: [270, 807, 369, 819]
schedule-time: 14.45: [32, 836, 64, 848]
leta-advertisement: [439, 1304, 758, 1399]
brand-complex: CompleX: [104, 1740, 345, 1797]
funeral-1-family: Ἡ τεθλιμμένη σύζυγος Τριανταφυλλιὰ Θ. Κλούβα. Τὰ τέκνα: Πέτρος καὶ Ἄννα Κλούβα καὶ τὰ τέκνα. Οἱ ἀδελφοί: Νικόλαος Π. Κλούβας καὶ τέκνα. Οἱ ἀνεψιοί καὶ ἡ λοιπὴ συγγένεια.: [439, 618, 758, 673]
schedule-time: 12.40: [32, 792, 64, 804]
weather-column-header: Ἀνωτ.: [604, 1106, 643, 1119]
egypt-24h-left-title-3: ΑΦΘΟΝΙΑ ΡΩΣΣΙΚΟΥ ΣΙΤΟΥ ΕΙΣ ΑΙΓΥΠΤΟΝ: [1120, 1261, 1339, 1289]
clinic-notice: [30, 899, 228, 1073]
ad-footer: [32, 2285, 417, 2322]
pharmacy-entry: CARAYANNIS — 11, ὁδός Ἐμπεντούκς, Ἰμπραχημία.: [228, 1190, 419, 1214]
column-2: [439, 138, 758, 1399]
egypt-24h-right-text-2: Τὸ 3ον Συνέδριον τοῦ Συνδικάτου τῶν Δημοσιογράφων καὶ Συγγραφέων τῶν ἀσχολουμένων μὲ τὸν Τουρισμὸν θὰ συνέλθῃ εἰς τὸ Κάϊρον ἀπὸ 11 μέχρι 13 Μαΐου.: [1347, 1185, 1565, 1253]
egypt-24h-right-text: 7.000 τόννοι σίτου, ἀνῆκοντες εἰς τὸν λιμένα τῆς Ἀλεξανδρείας σήμερον, πρόκειται νὰ ἐκφορτωθοῦν ἐντὸς τῆς ἑβδομάδος. Ἐπίσης τὸ Ἰταλικὸν φορτηγὸν «Σὰν Σέβρ» ἀνέμενετο εἰς τὴν Ἀλεξάνδρειαν φέρον φορτίον 11.000 τόννων σίτου.: [1347, 1053, 1565, 1149]
schedule-row: [30, 670, 220, 685]
schedule-time: 19.50: [230, 685, 262, 697]
radio-athens-title: ΡΑΔΙΟΣΤΑΘΜΟΣ ΑΘΗΝΩΝ: [114, 756, 335, 774]
cinema-listing: ΡΙΟ — Τηλ. 29036 THE LONG HAUL (Βίκτορ Ματούρ, Ντιάνα Ντόρς).: [228, 382, 419, 423]
divider: [780, 464, 1099, 465]
schedule-program: Ἡ ὥρα ὀρχήστρα: [69, 821, 156, 833]
dance-title: Ο ΧΘΕΣΙΝΟΣ ΠΡΩΤΟΜΑΓΙΑΤΙΚΟΣ ΧΟΡΟΣ ΤΟΥ Ε.Α.Ο.Ι. ΚΑΙ ΤΗΣ Α.Ε.Ε.Α.: [1141, 302, 1544, 345]
cinema-listing: ΑΜΙΡ — Τηλ. 27693 FAREWELL TO ARMS (Τζέννιφερ Τζόουνς, Ρόκ Χάνσον, Βιττόριο ντέ Σίκα).: [30, 233, 220, 274]
schedule-row: [228, 657, 419, 684]
grave-article-text: Ἀριθμὸς τάφων τῆς ἐποχῆς τῆς Μακεδονικῆς κατακτήσεως τῆς Αἰγύπτου ἀνεκαλύφθη εἰς τὸν λόφον Κὸμ ἐλ Ντίκ, ὅπου κατὰ τὴν παράδοσιν εὑρίσκεται ὁ τάφος τοῦ Μεγάλου Ἀλεξάνδρου. Ἡ ἀνακάλυψις αὕτη ἐνθαρρύνει τὰς Ἀρχὰς νὰ συνεχίσουν τὰς ἀνασκαφὰς διὰ τὴν εὕρεσιν τοῦ τάφου τοῦ Μεγάλου Ἀλεξάνδρου.: [30, 1475, 220, 1611]
funeral-1-name: ΘΕΟΔΩΡΟΝ Π. ΚΛΟΥΒΑΝ: [511, 551, 685, 568]
comment-paragraph: Ο,ΤΙ ΚΑΙ ΑΝ λεχθῇ περὶ συνθηκῶν, διὰ τὸ εἰς Μόσχαν ταξείδιον τοῦ Προέδρου τῆς Η.Α. Δημοκρατίας, ὑπάρχουν μερικὰ γεγονότα, τὰ ὁποῖα εἶναι δεδομένα. Ἡ πρώτη καὶ ἡ σπουδαιοτέρα εἶνε ἡ μεταξὺ τῶν δύο Κρατῶν στενὴ συνεργασία καὶ φιλία, ἡ ὁποία ἐνισχύεται ἐκάστοτε.: [780, 223, 1099, 305]
pharmacy-entry: MARSLOD — 14, ὁδός Ἰμάμ ἐλ Καττάν.: [30, 1379, 220, 1403]
donations-title: ΠΡΟΣΦΟΡΑΙ: [943, 718, 1099, 747]
memorials: [1120, 471, 1565, 969]
schedule-row: [228, 850, 419, 865]
egypt-24h-left-text-2: Ὁ Πρόεδρος Νάσσερ θὰ προσευχηθῇ εἰς τὸ τέμενος τῆς Μόσχας κατὰ τὴν ἐπίσκεψίν του εἰς τὴν Σοβιετικὴν Ἕνωσιν.: [1120, 1202, 1339, 1257]
association-subtitle: ΕΙΔΟΠΟΙΗΣΙΣ: [236, 924, 311, 936]
cinema-listing: ΑΛ ΓΚΑΙΤΕ — Τηλ. 71225 (2 ἔργα) FIRE DOWN BELOW (Ρίτα Χέιγουορθ) Σινεμασκόπ καί DESPERADO.: [30, 337, 220, 392]
divider: [780, 387, 1099, 388]
schedule-program: Τό ταΐσι σας με μουσική: [67, 685, 192, 697]
schedule-row: [228, 864, 419, 879]
column-4: [1120, 138, 1565, 1711]
weather-row: [439, 1184, 758, 1200]
column-divider: [1109, 138, 1111, 2200]
pharmacies-city: [30, 1145, 220, 1409]
schedule-row: [30, 628, 220, 655]
ad-footer-brand: Kafrzayat: [303, 2290, 411, 2315]
aiglon-line-5: Η ΕΚΡΗΚΤΙΚΗ: [1288, 1589, 1398, 1605]
column-divider: [768, 138, 770, 2200]
divider: [30, 747, 419, 749]
egypt-24h-right: [1347, 1053, 1565, 1293]
schedule-time: 18.15: [230, 865, 262, 877]
issue-date: Παρασκευή 2 Μαΐου 1958: [1321, 98, 1565, 123]
divider: [780, 633, 1099, 634]
classifieds-list: [780, 759, 935, 1086]
weather-high: 28: [604, 1216, 619, 1230]
schedule-program: Συμφωνική μουσική: [270, 836, 373, 848]
schedule-program: Νέα εἰς τήν Ἑλληνικήν: [265, 643, 384, 655]
dance-text: Μέσα σ᾽ ἕναν ἐξαιρετικὰ ὡραῖον καὶ πρωτομαγιάτικον διάκοσμον τῶν χαρῶν τῆς νεότητος ἐδόθη χθὲς ὁ Χορὸς τῶν δύο μεγάλων ἀθλητικῶν Σωματείων, τῆς Ἰσραηλίτου καὶ τῆς Ἑστίας, εἰς τὸ Ἐντευκτήριον καὶ τὸν κῆπον τῆς ΑΕΕΑ εἰς τὸ Σάν Στέφανο. Ὁ θαυμάσιος διάκοσμος τοῦ προθαλάμου καὶ ἡ χορευτικὴ ὀρχήστρα προεκάλεσαν τὸν γενικὸν ἐνθουσιασμὸν τῶν προσκεκλημένων.: [1120, 346, 1565, 414]
pharmacy-entry: SAN STEFANO — Σταθμός Σάν Στέφανο.: [228, 1306, 419, 1329]
weather-row: [439, 1168, 758, 1184]
funeral-2-family: Ἡ τεθλιμμένη σύζυγος Καλλιόπη Γ. Παπαχριστοφόρου. Τὰ τέκνα: Χριστόφορος καὶ Μαλτάνιδος Ἰωάννης. Ἡ θυγάτηρ Ρέα Χ. Παπαχριστοφόρου. Οἱ ἀδελφοί καὶ οἱ λοιποὶ συγγενεῖς.: [439, 813, 758, 868]
schedule-time: 19.00: [230, 643, 262, 655]
schedule-time: 14.00: [32, 821, 64, 833]
schedule-row: [228, 699, 419, 714]
divider: [30, 1415, 419, 1417]
